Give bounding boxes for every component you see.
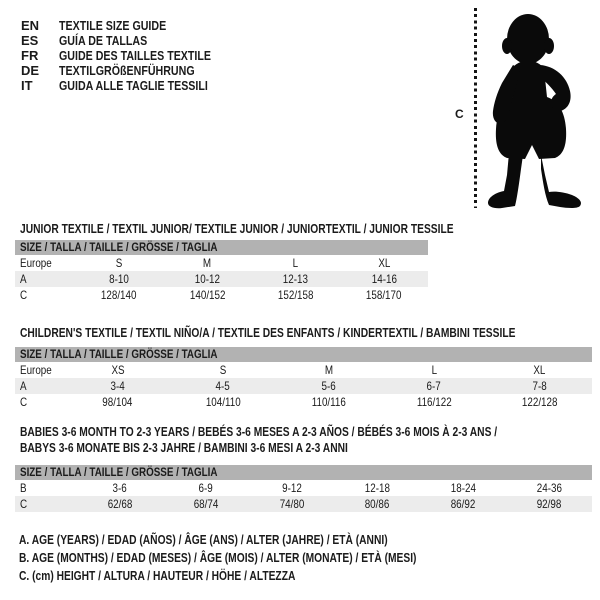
language-code: FR <box>21 48 39 63</box>
language-row-fr <box>21 48 244 63</box>
table-cell <box>252 255 340 271</box>
table-cell-text: 12-13 <box>283 272 309 286</box>
language-code: IT <box>21 78 33 93</box>
language-title <box>59 18 190 33</box>
table-cell-text: XS <box>111 363 125 377</box>
row-label <box>15 287 75 303</box>
language-title-text: GUIDE DES TAILLES TEXTILE <box>59 48 212 63</box>
row-label <box>15 496 77 512</box>
table-cell-text: 128/140 <box>101 288 137 302</box>
table-cell-text: 104/110 <box>205 395 241 409</box>
row-label-text: C <box>20 497 28 511</box>
row-label <box>15 480 77 496</box>
height-label-c: C <box>455 107 464 121</box>
table-cell <box>340 287 428 303</box>
table-cell <box>487 378 592 394</box>
table-cell-text: L <box>431 363 437 377</box>
legend-line <box>19 531 504 549</box>
table-cell <box>65 362 170 378</box>
section-junior-textile <box>15 221 454 303</box>
table-cell-text: 92/98 <box>536 497 562 511</box>
table-cell-text: 7-8 <box>532 379 547 393</box>
table-cell <box>163 496 249 512</box>
table-row <box>15 480 592 496</box>
size-table <box>15 362 592 410</box>
legend-line <box>19 549 504 567</box>
table-cell-text: 122/128 <box>521 395 558 409</box>
section-childrens-textile <box>15 325 592 410</box>
legend-footnotes <box>19 531 504 585</box>
table-cell-text: 8-10 <box>109 272 129 286</box>
table-cell <box>170 378 275 394</box>
table-cell-text: 14-16 <box>371 272 397 286</box>
table-cell <box>75 271 163 287</box>
table-cell <box>75 255 163 271</box>
table-cell-text: S <box>115 256 123 270</box>
language-code: ES <box>21 33 39 48</box>
section-heading <box>15 424 592 456</box>
table-cell-text: 152/158 <box>277 288 314 302</box>
table-cell <box>381 394 486 410</box>
section-heading-line: CHILDREN'S TEXTILE / TEXTIL NIÑO/A / TEXTILE DES ENFANTS / KINDERTEXTIL / BAMBINI TESSILE <box>20 326 516 340</box>
section-heading <box>15 221 454 237</box>
table-cell-text: 140/152 <box>189 288 226 302</box>
table-cell-text: 98/104 <box>102 395 133 409</box>
table-cell-text: M <box>203 256 212 270</box>
row-label-text: C <box>20 288 28 302</box>
table-row <box>15 362 592 378</box>
table-cell <box>276 362 381 378</box>
legend-line <box>19 567 504 585</box>
table-cell <box>420 480 506 496</box>
table-cell <box>506 480 592 496</box>
language-title-text: GUIDA ALLE TAGLIE TESSILI <box>59 78 208 93</box>
table-row <box>15 287 428 303</box>
table-cell-text: 24-36 <box>536 481 562 495</box>
table-cell <box>420 496 506 512</box>
legend-line-text: A. AGE (YEARS) / EDAD (AÑOS) / ÂGE (ANS) / ALTER (JAHRE) / ETÀ (ANNI) <box>19 533 388 547</box>
legend-line-text: B. AGE (MONTHS) / EDAD (MESES) / ÂGE (MOIS) / ALTER (MONATE) / ETÀ (MESI) <box>19 551 417 565</box>
table-cell-text: 18-24 <box>450 481 476 495</box>
language-title <box>59 78 241 93</box>
language-title <box>59 63 224 78</box>
table-cell <box>381 362 486 378</box>
table-cell-text: M <box>324 363 333 377</box>
size-header-text: SIZE / TALLA / TAILLE / GRÖSSE / TAGLIA <box>20 240 218 254</box>
table-row <box>15 255 428 271</box>
section-heading-line: JUNIOR TEXTILE / TEXTIL JUNIOR/ TEXTILE JUNIOR / JUNIORTEXTIL / JUNIOR TESSILE <box>20 222 454 236</box>
table-cell-text: 6-9 <box>198 481 213 495</box>
language-row-en <box>21 18 244 33</box>
table-cell <box>65 394 170 410</box>
table-cell-text: 4-5 <box>215 379 231 393</box>
table-cell <box>340 255 428 271</box>
language-row-de <box>21 63 244 78</box>
table-cell-text: XL <box>533 363 546 377</box>
table-cell <box>334 480 420 496</box>
table-cell <box>65 378 170 394</box>
language-title <box>59 33 167 48</box>
table-cell-text: 110/116 <box>311 395 346 409</box>
table-cell <box>249 496 335 512</box>
row-label <box>15 378 65 394</box>
section-heading <box>15 325 592 341</box>
table-cell <box>276 394 381 410</box>
row-label-text: A <box>20 272 27 286</box>
table-row <box>15 271 428 287</box>
table-cell <box>77 496 163 512</box>
table-cell-text: 3-6 <box>112 481 128 495</box>
section-babies-textile <box>15 424 592 512</box>
table-cell-text: S <box>219 363 227 377</box>
table-row <box>15 394 592 410</box>
language-row-it <box>21 78 244 93</box>
table-cell-text: 80/86 <box>365 497 390 511</box>
row-label <box>15 362 65 378</box>
row-label-text: B <box>20 481 27 495</box>
row-label <box>15 255 75 271</box>
table-cell-text: 6-7 <box>426 379 442 393</box>
table-cell <box>340 271 428 287</box>
table-cell-text: L <box>292 256 299 270</box>
table-cell <box>252 287 340 303</box>
table-cell-text: 116/122 <box>416 395 452 409</box>
table-cell-text: 12-18 <box>364 481 390 495</box>
table-cell-text: 74/80 <box>279 497 304 511</box>
table-cell <box>163 255 251 271</box>
size-header-text: SIZE / TALLA / TAILLE / GRÖSSE / TAGLIA <box>20 465 218 479</box>
size-table <box>15 255 428 303</box>
language-title <box>59 48 244 63</box>
size-header-bar <box>15 240 428 255</box>
table-cell <box>77 480 163 496</box>
table-row <box>15 496 592 512</box>
table-cell <box>506 496 592 512</box>
section-heading-line: BABYS 3-6 MONATE BIS 2-3 JAHRE / BAMBINI 3-6 MESI A 2-3 ANNI <box>20 441 348 455</box>
table-cell-text: 10-12 <box>194 272 220 286</box>
size-table <box>15 480 592 512</box>
row-label-text: A <box>20 379 27 393</box>
table-cell <box>170 394 275 410</box>
table-cell <box>75 287 163 303</box>
table-cell-text: 3-4 <box>110 379 125 393</box>
size-header-text: SIZE / TALLA / TAILLE / GRÖSSE / TAGLIA <box>20 347 218 361</box>
row-label-text: Europe <box>20 256 52 270</box>
table-cell <box>487 362 592 378</box>
table-cell <box>381 378 486 394</box>
table-cell <box>487 394 592 410</box>
table-cell-text: 62/68 <box>107 497 133 511</box>
table-cell <box>252 271 340 287</box>
table-cell <box>163 271 251 287</box>
table-cell-text: 158/170 <box>366 288 402 302</box>
section-heading-line: BABIES 3-6 MONTH TO 2-3 YEARS / BEBÉS 3-6 MESES A 2-3 AÑOS / BÉBÉS 3-6 MOIS À 2-3 ANS / <box>20 425 498 439</box>
table-cell <box>334 496 420 512</box>
row-label <box>15 394 65 410</box>
table-cell-text: XL <box>377 256 390 270</box>
table-cell-text: 86/92 <box>450 497 476 511</box>
legend-line-text: C. (cm) HEIGHT / ALTURA / HAUTEUR / HÖHE / ALTEZZA <box>19 569 296 583</box>
language-row-es <box>21 33 244 48</box>
table-cell <box>170 362 275 378</box>
language-title-list <box>21 18 244 93</box>
table-cell <box>163 480 249 496</box>
language-code: EN <box>21 18 40 33</box>
table-cell <box>163 287 251 303</box>
table-cell <box>276 378 381 394</box>
size-header-bar <box>15 465 592 480</box>
table-cell-text: 68/74 <box>193 497 219 511</box>
row-label <box>15 271 75 287</box>
row-label-text: Europe <box>20 363 52 377</box>
language-title-text: TEXTILE SIZE GUIDE <box>59 18 167 33</box>
table-cell-text: 9-12 <box>281 481 302 495</box>
size-header-bar <box>15 347 592 362</box>
table-cell <box>249 480 335 496</box>
language-title-text: GUÍA DE TALLAS <box>59 33 148 48</box>
language-code: DE <box>21 63 40 78</box>
language-title-text: TEXTILGRÖßENFÜHRUNG <box>59 63 195 78</box>
height-measure-dashed-line <box>474 8 477 208</box>
table-cell-text: 5-6 <box>321 379 336 393</box>
table-row <box>15 378 592 394</box>
baby-silhouette-image <box>481 5 589 210</box>
row-label-text: C <box>20 395 28 409</box>
